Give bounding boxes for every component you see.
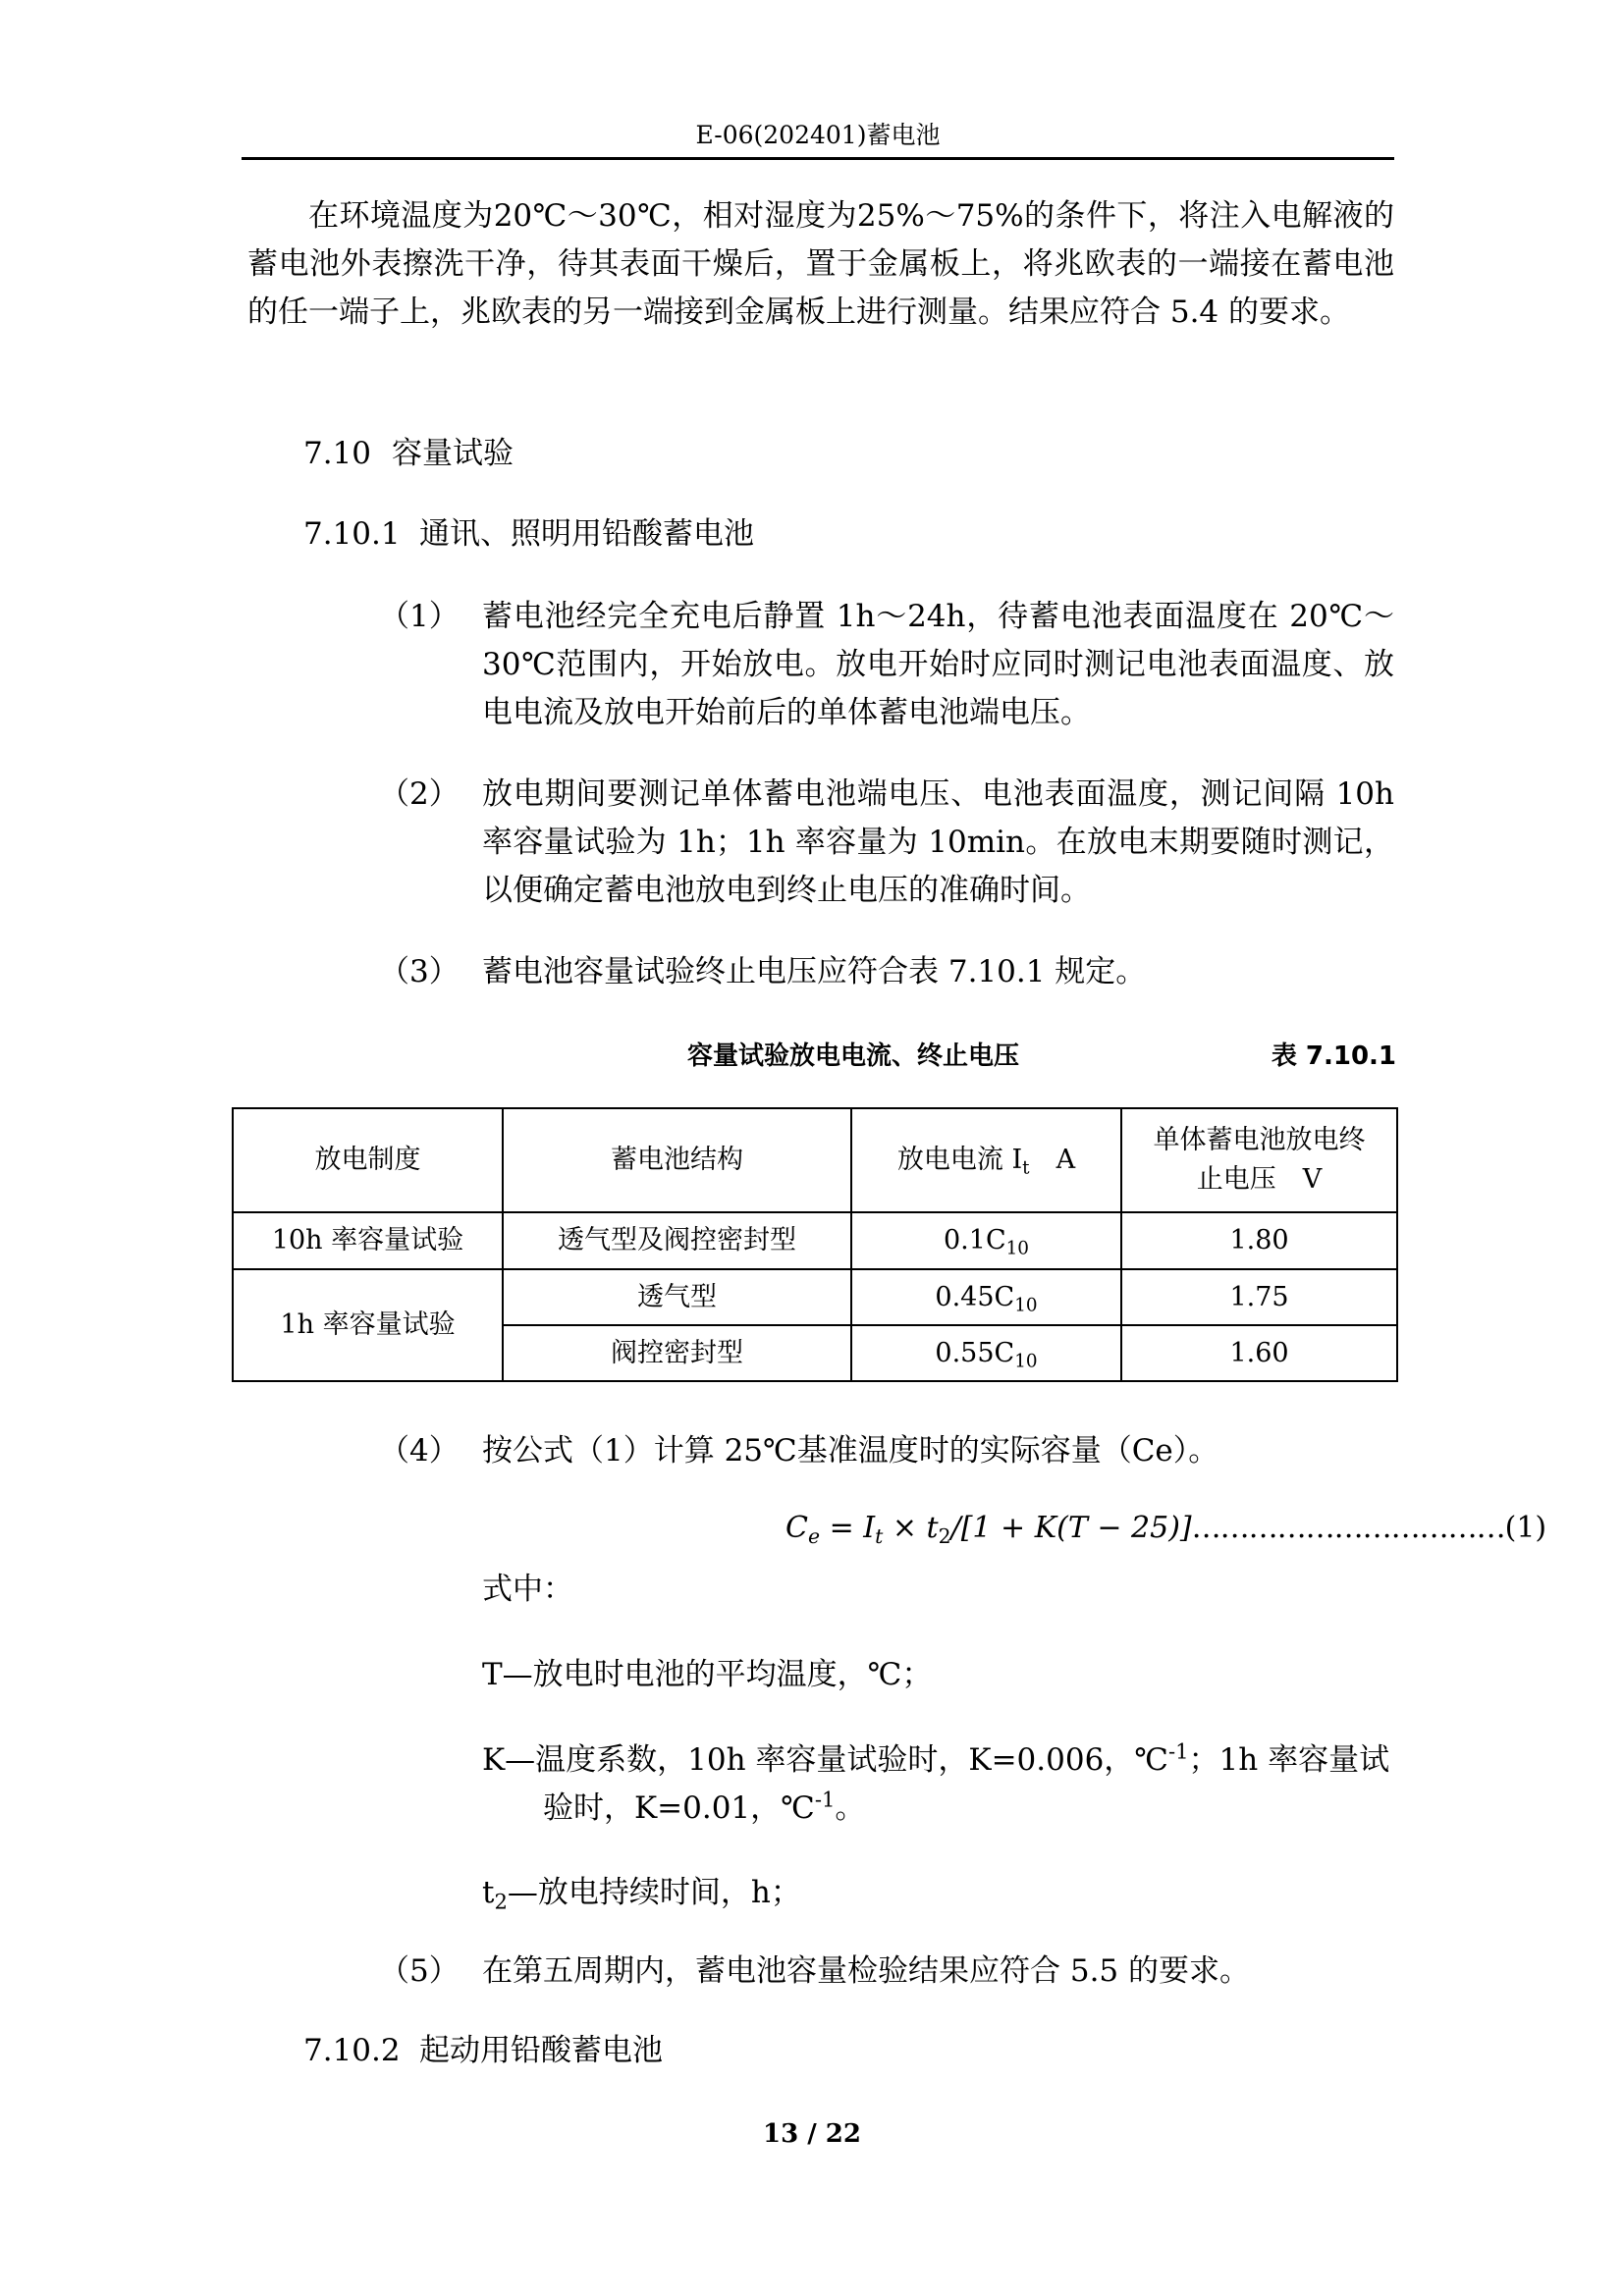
list-item-text: 放电期间要测记单体蓄电池端电压、电池表面温度，测记间隔 10h 率容量试验为 1h；1h 率容量为 10min。在放电末期要随时测记，以便确定蓄电池放电到终止电压的准确时间。 — [482, 776, 1394, 908]
list-item-text: 蓄电池容量试验终止电压应符合表 7.10.1 规定。 — [482, 954, 1147, 989]
list-item-5 — [379, 1948, 1394, 1996]
header-mode: 放电制度 — [233, 1108, 503, 1212]
definition-K: K—温度系数，10h 率容量试验时，K=0.006，℃$^{-1}$；1h 率容量试验时，K=0.01，℃$^{-1}$。 — [482, 1738, 1390, 1826]
list-item-text: 按公式（1）计算 25℃基准温度时的实际容量（Ce）。 — [482, 1433, 1219, 1468]
list-item-4 — [379, 1427, 1394, 1475]
table-row — [233, 1269, 1397, 1325]
section-number: 7.10.1 — [303, 516, 401, 552]
section-number: 7.10 — [303, 436, 372, 471]
table-row — [233, 1212, 1397, 1269]
definition-t2: $t_2—$放电持续时间，h； — [482, 1875, 801, 1914]
list-item-text: 在第五周期内，蓄电池容量检验结果应符合 5.5 的要求。 — [482, 1953, 1251, 1989]
discharge-spec-table — [232, 1107, 1398, 1382]
section-heading-7-10-2 — [303, 2029, 663, 2072]
list-item-marker: （2） — [379, 776, 460, 812]
cell-current: $0.1C_{10}$ — [851, 1212, 1121, 1269]
formula-intro: 式中： — [482, 1572, 573, 1607]
list-item-2 — [379, 771, 1394, 915]
intro-paragraph: 在环境温度为20℃～30℃，相对湿度为25%～75%的条件下，将注入电解液的蓄电池外表擦洗干净，待其表面干燥后，置于金属板上，将兆欧表的一端接在蓄电池的任一端子上，兆欧表的另一端接到金属板上进行测量。结果应符合 5.4 的要求。 — [247, 198, 1394, 330]
cell-current: $0.55C_{10}$ — [851, 1325, 1121, 1381]
cell-mode: 10h 率容量试验 — [233, 1212, 503, 1269]
formula-label: (1) — [1504, 1511, 1547, 1545]
capacity-formula — [785, 1507, 1547, 1550]
cell-current: $0.45C_{10}$ — [851, 1269, 1121, 1325]
cell-voltage: 1.80 — [1121, 1212, 1397, 1269]
header-divider — [242, 157, 1394, 160]
cell-mode: 1h 率容量试验 — [233, 1269, 503, 1381]
list-item-marker: （5） — [379, 1953, 460, 1989]
section-heading-7-10 — [303, 432, 514, 475]
header-current: 放电电流 $I_t$ A — [851, 1108, 1121, 1212]
list-item-3 — [379, 948, 1394, 996]
cell-structure: 透气型 — [503, 1269, 851, 1325]
section-number: 7.10.2 — [303, 2033, 401, 2068]
formula-leader-dots: …………………………… — [1191, 1511, 1505, 1545]
table-title: 容量试验放电电流、终止电压 — [687, 1041, 1020, 1071]
list-item-1 — [379, 593, 1394, 737]
header-structure: 蓄电池结构 — [503, 1108, 851, 1212]
cell-voltage: 1.75 — [1121, 1269, 1397, 1325]
table-number: 表 7.10.1 — [1271, 1041, 1396, 1071]
page-number: 13 / 22 — [763, 2119, 861, 2149]
formula-expression: $C_e = I_t \times t_2/[1 + K(T - 25)]$ — [785, 1511, 1192, 1549]
section-title: 通讯、照明用铅酸蓄电池 — [419, 516, 754, 552]
section-title: 起动用铅酸蓄电池 — [419, 2033, 663, 2068]
cell-structure: 阀控密封型 — [503, 1325, 851, 1381]
definition-T: T—放电时电池的平均温度，℃； — [482, 1657, 933, 1692]
list-item-marker: （1） — [379, 599, 460, 634]
list-item-marker: （4） — [379, 1433, 460, 1468]
header-voltage: 单体蓄电池放电终 止电压 V — [1121, 1108, 1397, 1212]
cell-structure: 透气型及阀控密封型 — [503, 1212, 851, 1269]
page-header: E-06(202401)蓄电池 — [695, 121, 941, 149]
section-heading-7-10-1 — [303, 512, 754, 556]
list-item-text: 蓄电池经完全充电后静置 1h～24h，待蓄电池表面温度在 20℃～30℃范围内，开始放电。放电开始时应同时测记电池表面温度、放电电流及放电开始前后的单体蓄电池端电压。 — [482, 599, 1394, 730]
list-item-marker: （3） — [379, 954, 460, 989]
section-title: 容量试验 — [392, 436, 514, 471]
table-header-row — [233, 1108, 1397, 1212]
cell-voltage: 1.60 — [1121, 1325, 1397, 1381]
